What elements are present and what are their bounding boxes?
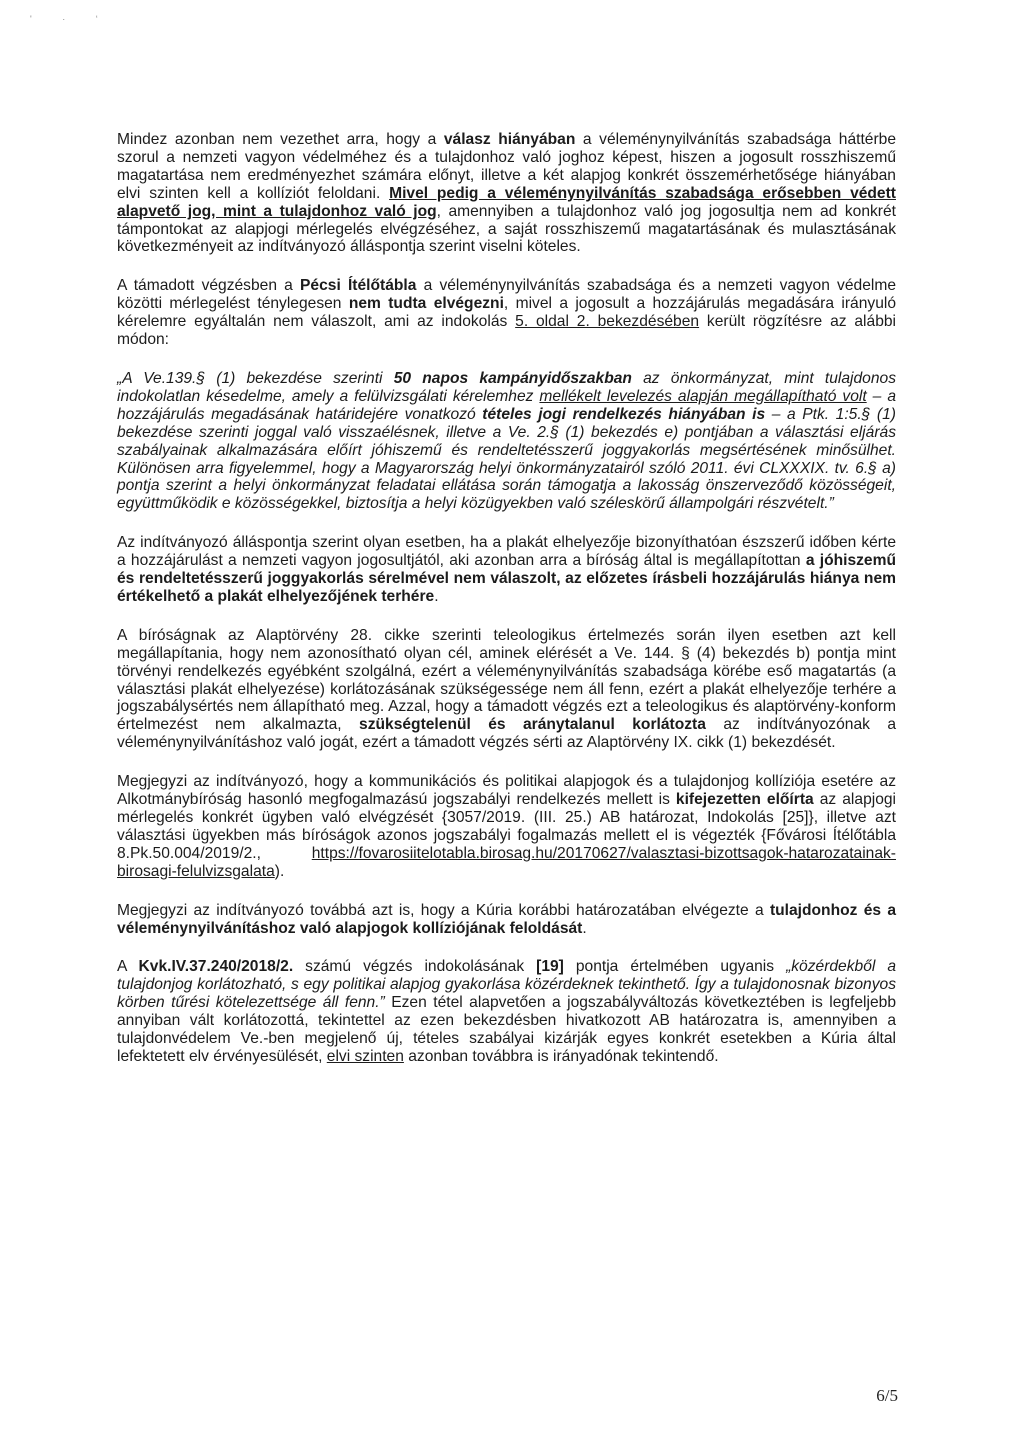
text-segment: elvi szinten bbox=[326, 1047, 404, 1065]
text-segment: , mivel a jogosult a hozzájárulás megadására irányuló kérelemre egyáltalán nem válaszolt, ami az indokolás bbox=[117, 295, 896, 331]
text-segment: Kvk.IV.37.240/2018/2. bbox=[138, 958, 294, 976]
scan-marks: ' · ‘ bbox=[30, 14, 112, 24]
text-segment: – a Ptk. 1:5.§ (1) bekezdése szerinti joggal való visszaélésnek, illetve a Ve. 2.§ (1) bekezdés e) pontjában a választási eljárás szabályainak alkalmazására előírt jóhiszemű és rendeltetésszerű joggyakorlás megsértésének minősülhet. Különösen arra figyelemmel, hogy a Magyarország helyi önkormányzatairól szóló 2011. évi CLXXXIX. tv. 6.§ a) pontja szerint a helyi önkormányzat feladatai ellátása során támogatja a lakosság önszerveződő közösségeit, együttműködik e közösségekkel, biztosítja a helyi közügyekben való széleskörű állampolgári részvételt.” bbox=[117, 405, 896, 513]
text-segment: . bbox=[434, 587, 439, 605]
text-segment: A támadott végzésben a bbox=[117, 277, 301, 295]
paragraph-p7 bbox=[117, 902, 896, 938]
text-segment: https://fovarosiitelotabla.birosag.hu/20170627/valasztasi-bizottsagok-hatarozatainak-birosagi-felulvizsgalata bbox=[117, 844, 896, 880]
text-segment: a jóhiszemű és rendeltetésszerű joggyakorlás sérelmével nem válaszolt, az előzetes írásbeli hozzájárulás hiánya nem értékelhető a plakát elhelyezőjének terhére bbox=[117, 552, 896, 605]
text-segment: mellékelt levelezés alapján megállapítható volt bbox=[539, 387, 867, 405]
text-segment: , amennyiben a tulajdonhoz való jog jogosultja nem ad konkrét támpontokat az alapjogi mérlegelés elvégzéséhez, a saját rosszhiszemű magatartásának és mulasztásának következményeit az indítványozó álláspontja szerint viselni köteles. bbox=[117, 202, 896, 256]
paragraph-p5 bbox=[117, 627, 896, 752]
text-segment: A bbox=[117, 958, 139, 976]
text-segment: „közérdekből a tulajdonjog korlátozható, s egy politikai alapjog gyakorlása közérdeknek tekinthető. Így a tulajdonosnak bizonyos körben tűrési kötelezettsége áll fenn.” bbox=[117, 958, 896, 1012]
text-segment: Az indítványozó álláspontja szerint olyan esetben, ha a plakát elhelyezője bizonyíthatóan észszerű időben kérte a hozzájárulást a nemzeti vagyon jogosultjától, aki azonban arra a bíróság által is megállapítottan bbox=[117, 534, 896, 570]
paragraph-p2 bbox=[117, 277, 896, 349]
text-segment: Mindez azonban nem vezethet arra, hogy a bbox=[117, 131, 444, 148]
text-segment: tételes jogi rendelkezés hiányában is bbox=[482, 405, 766, 423]
paragraph-p8 bbox=[117, 958, 896, 1065]
text-segment: tulajdonhoz és a véleménynyilvánításhoz való alapjogok kollíziójának feloldását bbox=[117, 901, 896, 937]
text-segment: A bíróságnak az Alaptörvény 28. cikke szerinti teleologikus értelmezés során ilyen esetben azt kell megállapítania, hogy nem azonosítható olyan cél, aminek elérését a Ve. 144. § (4) bekezdés b) pontja mint törvényi rendelkezés egyébként szolgálná, ezért a véleménynyilvánítás szabadsága körébe eső magatartás (a választási plakát elhelyezése) korlátozásának szükségessége nem áll fenn, ezért a plakát elhelyezője terhére a jogszabálysértés nem állapítható meg. Azzal, hogy a támadott végzés ezt a teleologikus és alaptörvény-konform értelmezést nem alkalmazta, bbox=[117, 626, 896, 734]
text-segment: számú végzés indokolásának bbox=[293, 958, 537, 976]
text-segment: Megjegyzi az indítványozó, hogy a kommunikációs és politikai alapjogok és a tulajdonjog kollíziója esetére az Alkotmánybíróság hasonló megfogalmazású jogszabályi rendelkezés mellett is bbox=[117, 773, 896, 809]
page-number: 6/5 bbox=[876, 1386, 898, 1405]
text-segment: az alapjogi mérlegelés konkrét ügyben való elvégzését {3057/2019. (III. 25.) AB határozat, Indokolás [25]}, illetve azt választási ügyekben más bíróságok azonos jogszabályi fogalmazás mellett el is végezték {Fővárosi Ítélőtábla 8.Pk.50.004/2019/2., bbox=[117, 791, 897, 862]
text-segment: „A Ve.139.§ (1) bekezdése szerinti bbox=[117, 369, 394, 387]
text-segment: a véleménynyilvánítás szabadsága és a nemzeti vagyon védelme közötti mérlegelést ténylegesen bbox=[117, 277, 896, 313]
text-segment: kifejezetten előírta bbox=[675, 791, 814, 809]
text-segment: . bbox=[582, 919, 587, 937]
text-segment: Ezen tétel alapvetően a jogszabályváltozás következtében is legfeljebb annyiban vált korlátozottá, tekintettel az ezen bekezdésben hivatkozott AB határozatra is, amennyiben a tulajdonvédelem Ve.-ben megjelenő új, tételes szabályai kizárják egyes konkrét esetekben a Kúria által lefektetett elv érvényesülését, bbox=[117, 994, 896, 1065]
text-segment: ). bbox=[274, 862, 285, 880]
text-segment: pontja értelmében ugyanis bbox=[563, 958, 787, 976]
text-segment: Mivel pedig a véleménynyilvánítás szabadsága erősebben védett alapvető jog, mint a tulajdonhoz való jog bbox=[117, 184, 896, 220]
text-segment: válasz hiányában bbox=[443, 131, 576, 148]
paragraph-p4 bbox=[117, 534, 896, 606]
text-segment: Megjegyzi az indítványozó továbbá azt is, hogy a Kúria korábbi határozatában elvégezte a bbox=[117, 901, 770, 919]
text-segment: Pécsi Ítélőtábla bbox=[300, 277, 417, 295]
text-segment: az önkormányzat, mint tulajdonos indokolatlan késedelme, amely a felülvizsgálati kérelemhez bbox=[117, 369, 897, 405]
text-segment: a véleménynyilvánítás szabadsága háttérbe szorul a nemzeti vagyon védelméhez és a tulajdonhoz való joghoz képest, hiszen a jogosult rosszhiszemű magatartása nem eredményezhet számára előnyt, illetve a két alapjog konkrét összemérhetősége hiányában elvi szinten kell a kollíziót feloldani. bbox=[117, 131, 897, 202]
text-segment: – a hozzájárulás megadásának határidejére vonatkozó bbox=[117, 387, 896, 423]
text-segment: 50 napos kampányidőszakban bbox=[393, 369, 632, 387]
paragraph-p1 bbox=[117, 131, 896, 256]
document-body bbox=[117, 131, 896, 1087]
text-segment: nem tudta elvégezni bbox=[348, 295, 504, 313]
paragraph-p3 bbox=[117, 370, 896, 513]
text-segment: került rögzítésre az alábbi módon: bbox=[117, 313, 896, 349]
paragraph-p6 bbox=[117, 773, 896, 880]
text-segment: az indítványozónak a véleménynyilvánításhoz való jogát, ezért a támadott végzés sérti az Alaptörvény IX. cikk (1) bekezdését. bbox=[117, 716, 896, 752]
text-segment: szükségtelenül és aránytalanul korlátozta bbox=[359, 716, 706, 734]
text-segment: azonban továbbra is irányadónak tekintendő. bbox=[403, 1047, 719, 1065]
text-segment: 5. oldal 2. bekezdésében bbox=[515, 313, 700, 331]
text-segment: [19] bbox=[536, 958, 564, 976]
